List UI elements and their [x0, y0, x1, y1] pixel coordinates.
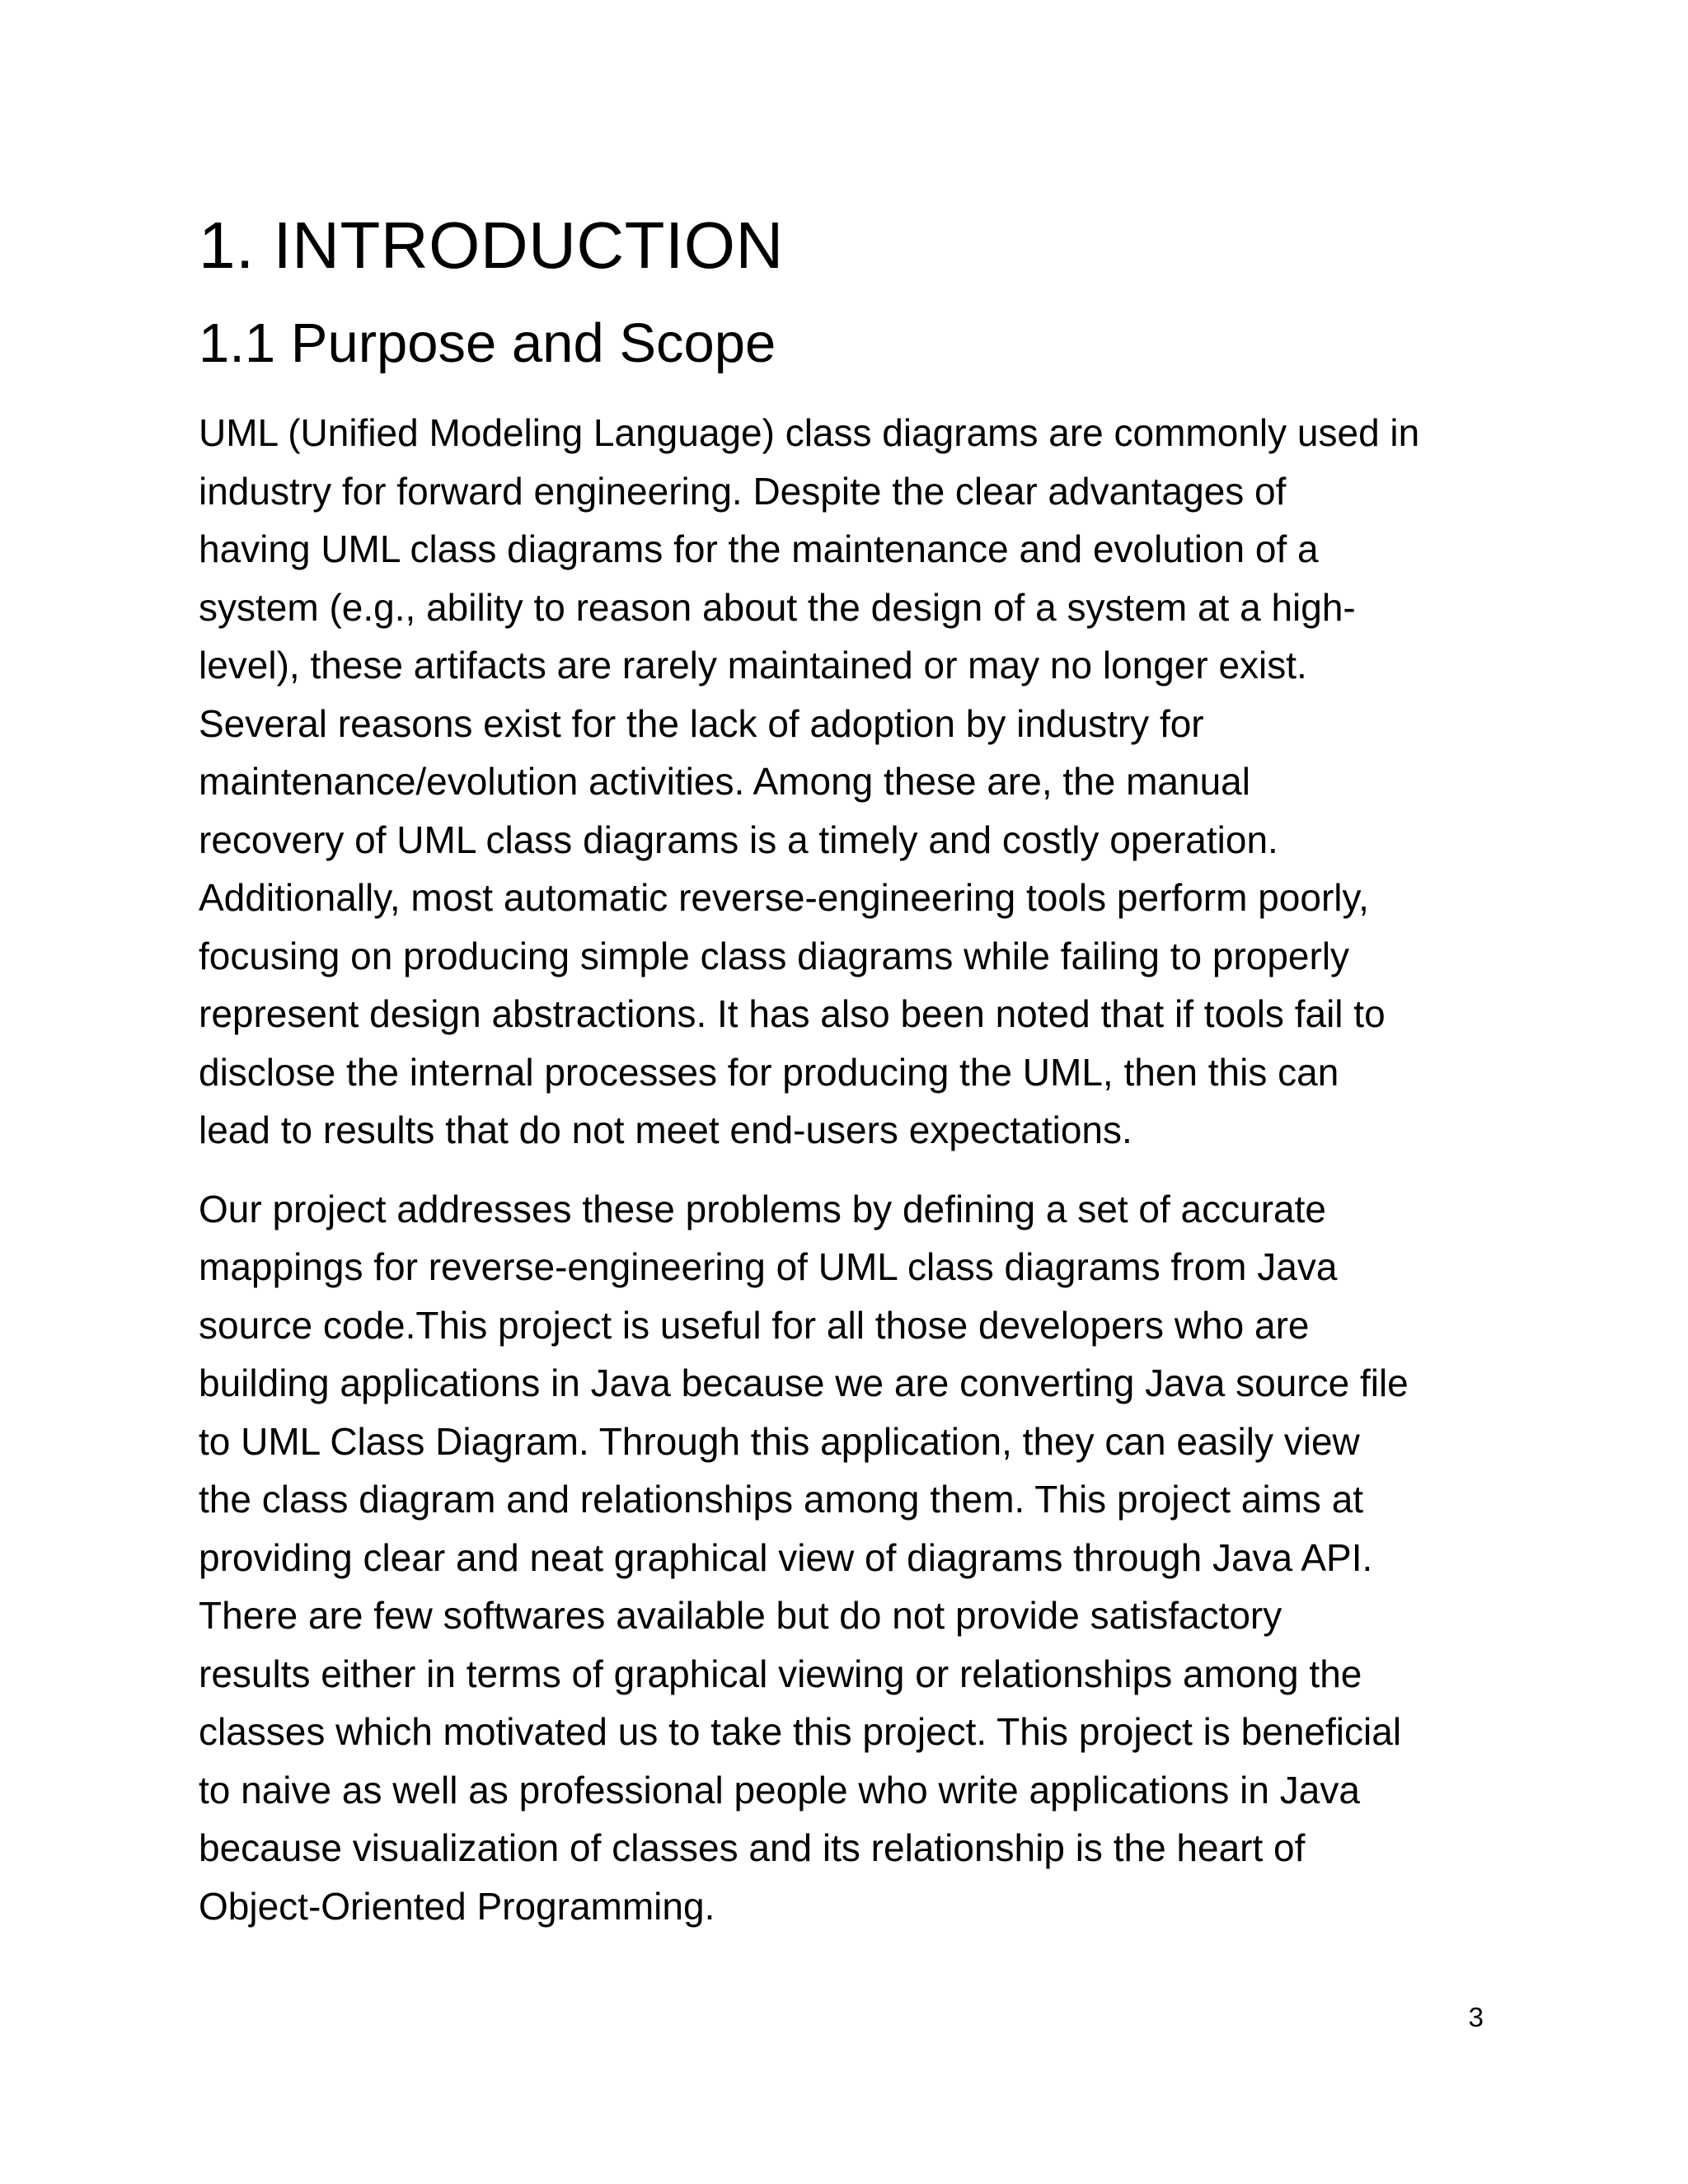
- text-line: Additionally, most automatic reverse-engineering tools perform poorly,: [199, 876, 1369, 919]
- text-line: mappings for reverse-engineering of UML class diagrams from Java: [199, 1245, 1338, 1288]
- paragraph-purpose: [199, 404, 1501, 1160]
- text-line: Several reasons exist for the lack of adoption by industry for: [199, 701, 1204, 745]
- text-line: disclose the internal processes for producing the UML, then this can: [199, 1050, 1339, 1094]
- text-line: because visualization of classes and its relationship is the heart of: [199, 1826, 1306, 1869]
- text-line: industry for forward engineering. Despite the clear advantages of: [199, 469, 1287, 513]
- chapter-title: 1. INTRODUCTION: [199, 209, 784, 282]
- page-content: [199, 204, 1501, 1935]
- text-line: the class diagram and relationships among them. This project aims at: [199, 1478, 1364, 1521]
- text-line: having UML class diagrams for the maintenance and evolution of a: [199, 527, 1319, 570]
- text-line: focusing on producing simple class diagrams while failing to properly: [199, 934, 1350, 977]
- text-line: Our project addresses these problems by defining a set of accurate: [199, 1187, 1326, 1230]
- text-line: maintenance/evolution activities. Among these are, the manual: [199, 760, 1250, 803]
- text-line: results either in terms of graphical viewing or relationships among the: [199, 1652, 1362, 1695]
- text-line: Object-Oriented Programming.: [199, 1884, 715, 1928]
- text-line: to naive as well as professional people who write applications in Java: [199, 1768, 1360, 1811]
- text-line: UML (Unified Modeling Language) class diagrams are commonly used in: [199, 411, 1420, 454]
- text-line: recovery of UML class diagrams is a timely and costly operation.: [199, 818, 1278, 861]
- text-line: providing clear and neat graphical view of diagrams through Java API.: [199, 1535, 1373, 1579]
- text-line: to UML Class Diagram. Through this application, they can easily view: [199, 1419, 1360, 1463]
- text-line: lead to results that do not meet end-users expectations.: [199, 1108, 1132, 1151]
- section-title: 1.1 Purpose and Scope: [199, 312, 776, 374]
- text-line: There are few softwares available but do not provide satisfactory: [199, 1594, 1282, 1637]
- text-line: classes which motivated us to take this project. This project is beneficial: [199, 1710, 1402, 1753]
- text-line: system (e.g., ability to reason about the design of a system at a high-: [199, 585, 1356, 629]
- text-line: source code.This project is useful for all those developers who are: [199, 1303, 1310, 1347]
- paragraph-project: [199, 1180, 1501, 1936]
- text-line: building applications in Java because we are converting Java source file: [199, 1361, 1409, 1404]
- text-line: level), these artifacts are rarely maintained or may no longer exist.: [199, 644, 1307, 687]
- page-number: 3: [1468, 2002, 1484, 2032]
- text-line: represent design abstractions. It has also been noted that if tools fail to: [199, 992, 1386, 1035]
